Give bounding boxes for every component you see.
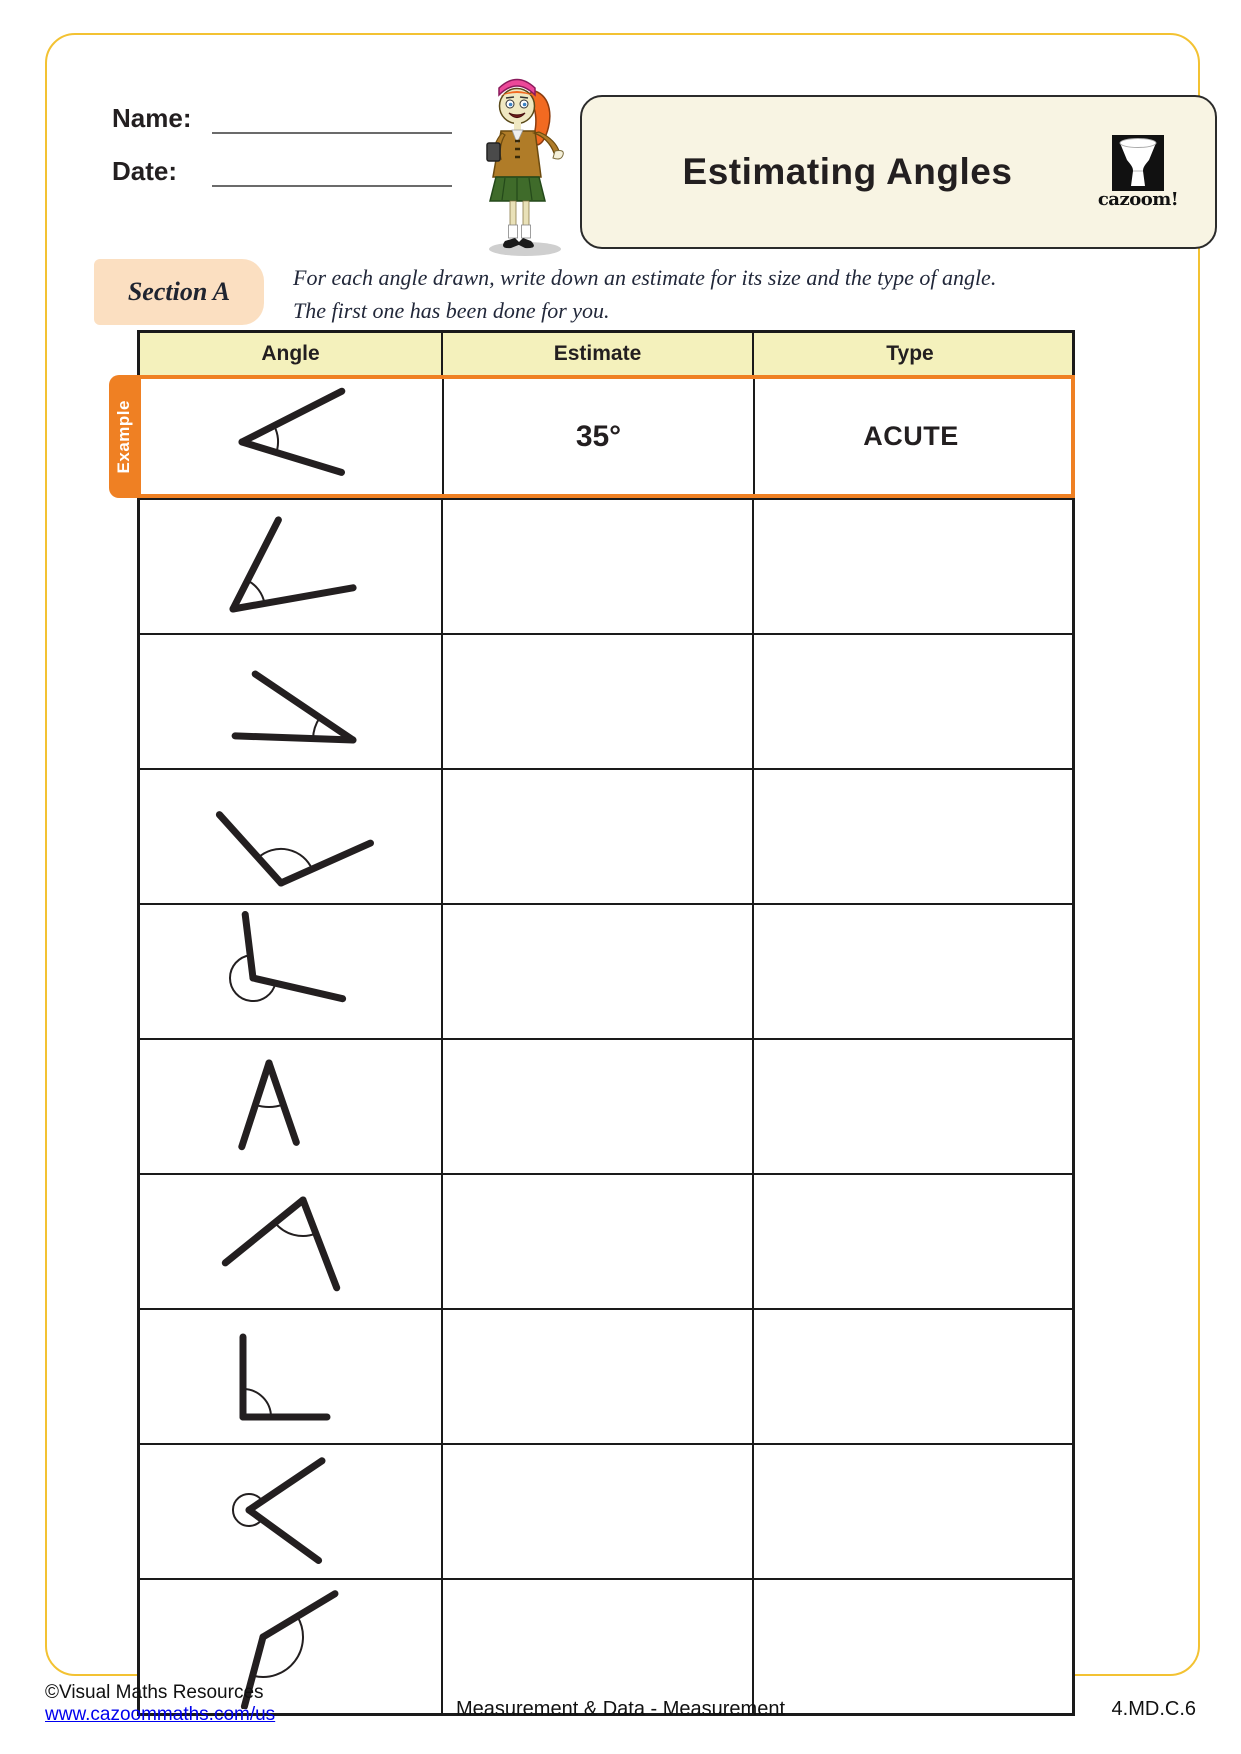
table-row [140,1578,1072,1713]
angle-drawing [142,384,442,490]
date-line [212,159,452,187]
example-row [114,375,1075,498]
angle-ray [281,843,371,883]
angle-cell [140,1310,443,1443]
angle-drawing [141,1180,441,1304]
angle-ray [242,391,342,442]
type-cell [754,1580,1066,1713]
estimate-cell [443,1040,754,1173]
estimate-cell [443,1310,754,1443]
table-row [140,1308,1072,1443]
table-row [140,903,1072,1038]
estimate-cell [443,770,754,903]
table-row [140,498,1072,633]
angle-drawing [141,775,441,899]
angle-drawing [141,1450,441,1574]
student-id-block [112,103,452,209]
type-cell [754,1445,1066,1578]
angle-ray [249,1510,319,1561]
table-row [140,768,1072,903]
instruction-line-1: For each angle drawn, write down an estimate for its size and the type of angle. [293,265,997,290]
type-cell [754,500,1066,633]
estimate-cell [443,1175,754,1308]
angle-cell [141,379,444,494]
table-row [140,1038,1072,1173]
angle-cell [140,1175,443,1308]
title-banner [580,95,1217,249]
angle-drawing [141,1045,441,1169]
angle-ray [249,1460,322,1509]
angle-ray [263,1593,335,1636]
angle-ray [245,914,253,978]
type-cell [754,1040,1066,1173]
example-tab-label: Example [114,399,133,474]
date-label: Date: [112,156,178,186]
section-instructions [293,261,1123,327]
type-cell [754,1175,1066,1308]
estimate-cell [443,635,754,768]
angle-arc [243,1389,271,1417]
estimate-value: 35° [575,419,622,453]
copyright-text: ©Visual Maths Resources [45,1682,264,1703]
angle-ray [242,442,342,472]
type-cell [754,905,1066,1038]
angle-arc [255,1104,283,1106]
angle-cell [140,1040,443,1173]
estimate-cell [443,905,754,1038]
estimate-cell [443,1580,754,1713]
instruction-line-2: The first one has been done for you. [293,298,610,323]
angle-cell [140,770,443,903]
angle-ray [255,674,353,740]
type-cell [755,379,1067,494]
table-row [140,1173,1072,1308]
angle-arc [247,580,264,603]
type-value: ACUTE [863,421,959,451]
estimate-cell [443,1445,754,1578]
page-frame [45,33,1200,1676]
page-title: Estimating Angles [682,151,1013,192]
type-cell [754,770,1066,903]
angle-drawing [141,910,441,1034]
estimate-cell [444,379,755,494]
table-header-row [140,333,1072,375]
cazoom-link[interactable]: www.cazoommaths.com/us [45,1704,276,1725]
angle-cell [140,905,443,1038]
logo-wordmark: cazoom! [1097,188,1179,210]
estimate-cell [443,500,754,633]
name-label: Name: [112,103,192,133]
example-tab [109,375,139,498]
section-a-label: Section A [127,277,231,306]
angle-ray [303,1200,337,1288]
angle-ray [241,1063,268,1147]
cazoom-logo [1083,135,1193,210]
column-header-estimate: Estimate [443,333,754,375]
angle-drawing [141,505,441,629]
section-a-badge [94,259,264,325]
table-row [140,633,1072,768]
angle-ray [233,519,278,608]
angle-ray [269,1063,296,1142]
column-header-type: Type [886,342,934,365]
angle-drawing [141,640,441,764]
student-character-illustration [465,75,577,259]
angle-ray [233,587,353,608]
angles-table [114,330,1075,1716]
table-row [140,1443,1072,1578]
djembe-drum-icon [1111,135,1165,193]
footer-standard-code: 4.MD.C.6 [1111,1698,1196,1720]
type-cell [754,635,1066,768]
angle-cell [140,635,443,768]
angle-ray [225,1200,303,1263]
angle-ray [219,814,281,882]
column-header-angle: Angle [140,333,443,375]
footer-topic: Measurement & Data - Measurement [455,1698,786,1720]
name-line [212,106,452,134]
type-cell [754,1310,1066,1443]
angle-drawing [141,1315,441,1439]
angle-ray [235,735,353,739]
angle-cell [140,1445,443,1578]
angle-cell [140,500,443,633]
